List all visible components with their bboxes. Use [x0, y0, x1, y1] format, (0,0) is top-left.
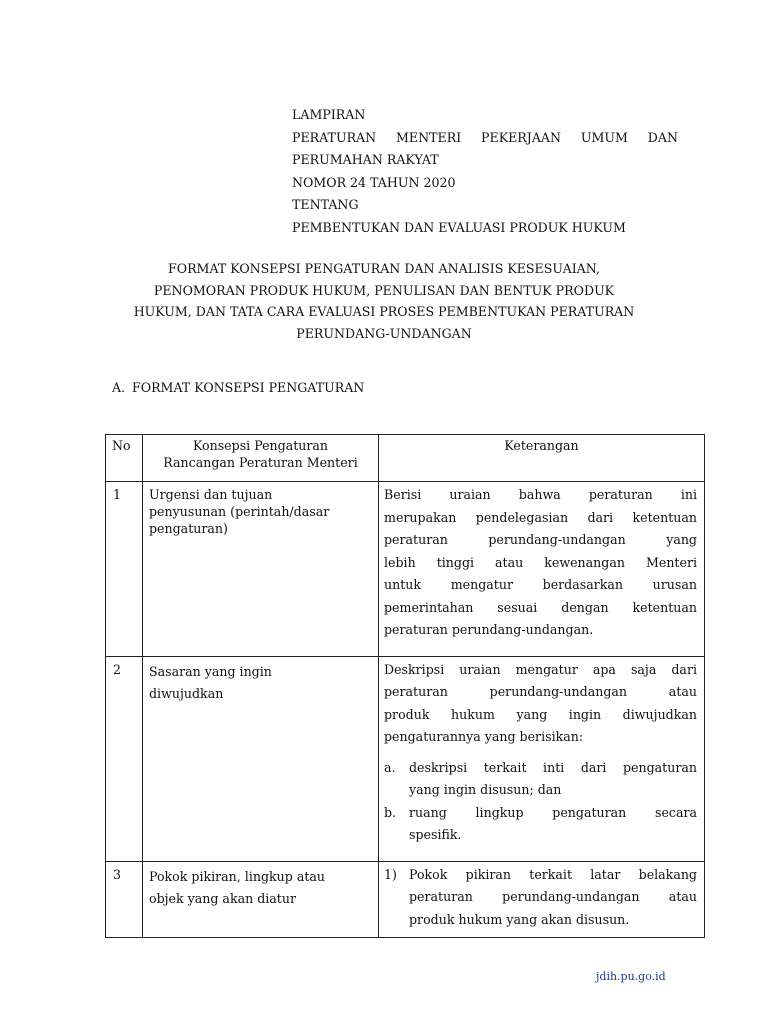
keterangan-line: pemerintahan sesuai dengan ketentuan: [384, 599, 697, 615]
row-number: 3: [106, 861, 143, 938]
list-line: spesifik.: [409, 827, 462, 842]
lampiran-label: LAMPIRAN: [292, 107, 366, 122]
keterangan-list: [384, 757, 697, 847]
keterangan-cell: [379, 861, 705, 938]
konsepsi-table: [105, 434, 705, 938]
keterangan-line: Deskripsi uraian mengatur apa saja dari: [384, 661, 697, 677]
document-title-line: PERUNDANG-UNDANGAN: [296, 325, 472, 341]
document-title-line: HUKUM, DAN TATA CARA EVALUASI PROSES PEMBENTUKAN PERATURAN: [133, 304, 635, 319]
list-line: deskripsi terkait inti dari pengaturan: [409, 759, 697, 775]
list-item: [384, 864, 697, 932]
document-title-line: FORMAT KONSEPSI PENGATURAN DAN ANALISIS KESESUAIAN,: [168, 261, 600, 276]
list-line: Pokok pikiran terkait latar belakang: [409, 866, 697, 882]
table-row: [106, 656, 705, 861]
konsepsi-line: Sasaran yang ingin: [149, 663, 272, 679]
section-heading: [112, 378, 364, 398]
list-text: [409, 802, 697, 847]
keterangan-line: peraturan perundang-undangan atau: [384, 684, 697, 699]
lampiran-header: [292, 104, 692, 240]
header-konsepsi: [143, 435, 379, 482]
regulation-subject: PEMBENTUKAN DAN EVALUASI PRODUK HUKUM: [292, 219, 626, 235]
header-no: No: [106, 435, 143, 482]
keterangan-paragraph: [384, 484, 697, 642]
keterangan-line: peraturan perundang-undangan yang: [384, 532, 697, 547]
document-title: [96, 258, 672, 344]
konsepsi-cell: [143, 482, 379, 657]
keterangan-paragraph: [384, 659, 697, 749]
konsepsi-cell: [143, 861, 379, 938]
section-title: FORMAT KONSEPSI PENGATURAN: [132, 380, 365, 395]
row-number: 2: [106, 656, 143, 861]
keterangan-line: produk hukum yang ingin diwujudkan: [384, 706, 697, 722]
keterangan-line: lebih tinggi atau kewenangan Menteri: [384, 554, 697, 570]
list-item: [384, 802, 697, 847]
regulation-title-line-2: PERUMAHAN RAKYAT: [292, 152, 439, 168]
regulation-title-line-1: PERATURAN MENTERI PEKERJAAN UMUM DAN: [292, 129, 678, 145]
section-letter: A.: [112, 380, 126, 395]
list-marker: a.: [384, 759, 396, 775]
list-text: [409, 864, 697, 932]
konsepsi-line: penyusunan (perintah/dasar: [149, 504, 330, 519]
list-marker: b.: [384, 804, 397, 820]
keterangan-line: pengaturannya yang berisikan:: [384, 729, 584, 744]
footer-site: jdih.pu.go.id: [596, 970, 666, 983]
keterangan-line: peraturan perundang-undangan.: [384, 622, 594, 637]
table-header-row: [106, 435, 705, 482]
keterangan-cell: [379, 656, 705, 861]
keterangan-list: [384, 864, 697, 932]
header-konsepsi-line: Rancangan Peraturan Menteri: [163, 455, 358, 470]
regulation-number: NOMOR 24 TAHUN 2020: [292, 174, 456, 190]
keterangan-line: Berisi uraian bahwa peraturan ini: [384, 487, 697, 502]
konsepsi-line: Pokok pikiran, lingkup atau: [149, 868, 326, 884]
header-keterangan: Keterangan: [379, 435, 705, 482]
row-number: 1: [106, 482, 143, 657]
list-text: [409, 757, 697, 802]
keterangan-cell: [379, 482, 705, 657]
konsepsi-cell: [143, 656, 379, 861]
konsepsi-line: pengaturan): [149, 521, 228, 536]
document-title-line: PENOMORAN PRODUK HUKUM, PENULISAN DAN BENTUK PRODUK: [153, 282, 615, 298]
konsepsi-line: objek yang akan diatur: [149, 891, 296, 906]
list-item: [384, 757, 697, 802]
keterangan-line: merupakan pendelegasian dari ketentuan: [384, 509, 697, 525]
list-line: yang ingin disusun; dan: [409, 782, 562, 797]
table-row: [106, 482, 705, 657]
konsepsi-line: Urgensi dan tujuan: [149, 487, 273, 502]
list-marker: 1): [384, 866, 397, 882]
list-line: peraturan perundang-undangan atau: [409, 889, 697, 904]
header-konsepsi-line: Konsepsi Pengaturan: [192, 438, 329, 453]
tentang-label: TENTANG: [292, 197, 359, 213]
keterangan-line: untuk mengatur berdasarkan urusan: [384, 577, 697, 592]
list-line: produk hukum yang akan disusun.: [409, 911, 630, 927]
list-line: ruang lingkup pengaturan secara: [409, 804, 697, 820]
konsepsi-line: diwujudkan: [149, 686, 224, 701]
table-row: [106, 861, 705, 938]
